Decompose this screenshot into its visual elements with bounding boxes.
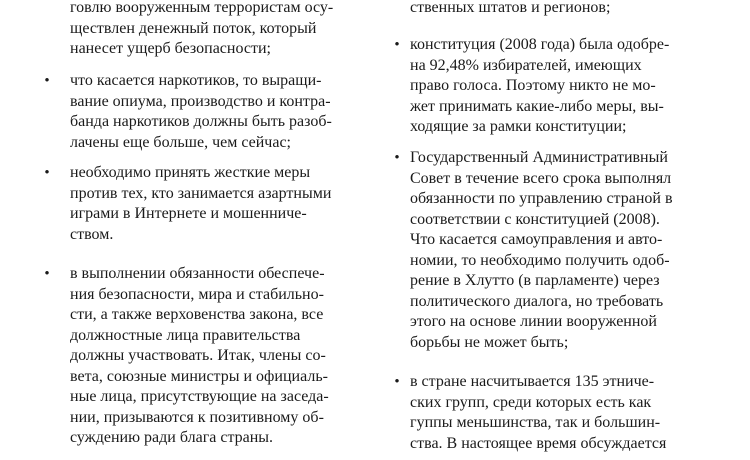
text-line: борьбы не может быть; [410,333,569,351]
bullet-icon: • [44,73,50,89]
left-item-1 [0,71,370,153]
text-line: на 92,48% избирателей, имеющих [410,56,642,74]
text-line: суждению ради блага страны. [70,429,274,446]
text-line: обязанности по управлению страной в [410,190,673,207]
text-line: должностные лица правительства [70,326,301,344]
text-line: должны участвовать. Итак, члены со- [70,347,326,364]
bullet-icon: • [394,37,400,53]
left-item-0 [0,0,370,60]
right-item-2 [386,148,750,353]
text-line: против тех, кто занимается азартными [70,184,332,202]
bullet-icon: • [44,266,50,282]
text-line: играми в Интернете и мошенниче- [70,205,307,222]
text-line: ные лица, присутствующие на заседа- [70,388,329,405]
text-line: ществлен денежный поток, который [70,19,317,37]
text-line: Совет в течение всего срока выполнял [410,169,672,187]
text-line: нанесет ущерб безопасности; [70,40,271,57]
bullet-icon: • [44,165,50,181]
right-item-0 [386,0,750,19]
text-line: что касается наркотиков, то выращи- [70,72,322,89]
bullet-icon: • [394,150,400,166]
text-line: сти, а также верховенства закона, все [70,306,324,323]
text-line: жет принимать какие-либо меры, вы- [410,97,664,115]
text-line: вета, союзные министры и официаль- [70,367,328,385]
text-line: рение в Хлутто (в парламенте) через [410,272,660,289]
text-line: в стране насчитывается 135 этниче- [410,373,655,390]
text-line: ством. [70,225,114,243]
text-line: Что касается самоуправления и авто- [410,231,663,248]
text-line: конституция (2008 года) была одобре- [410,36,670,53]
text-line: ственных штатов и регионов; [410,0,611,16]
right-item-3 [386,372,750,454]
text-line: ходящие за рамки конституции; [410,118,627,135]
text-line: гуппы меньшинства, так и большин- [410,414,661,431]
text-line: необходимо принять жесткие меры [70,164,311,181]
text-line: ства. В настоящее время обсуждается [410,434,667,452]
text-line: нии, призываются к позитивному об- [70,408,324,426]
text-line: право голоса. Поэтому никто не мо- [410,77,656,94]
text-line: политического диалога, но требовать [410,292,664,310]
text-line: вание опиума, производство и контра- [70,92,331,110]
bullet-icon: • [394,374,400,390]
left-item-2 [0,163,370,245]
text-line: в выполнении обязанности обеспече- [70,265,325,282]
text-line: банда наркотиков должны быть разоб- [70,113,332,130]
text-line: этого на основе линии вооруженной [410,313,657,330]
left-item-3 [0,264,370,449]
text-line: ния безопасности, мира и стабильно- [70,285,324,303]
text-line: номии, то необходимо получить одоб- [410,251,670,269]
text-line: Государственный Административный [410,149,668,166]
text-line: говлю вооруженным террористам осу- [70,0,334,16]
text-line: соответствии с конституцией (2008). [410,210,660,228]
text-line: ских групп, среди которых есть как [410,393,652,411]
text-line: лачены еще больше, чем сейчас; [70,133,291,151]
right-item-1 [386,35,750,138]
